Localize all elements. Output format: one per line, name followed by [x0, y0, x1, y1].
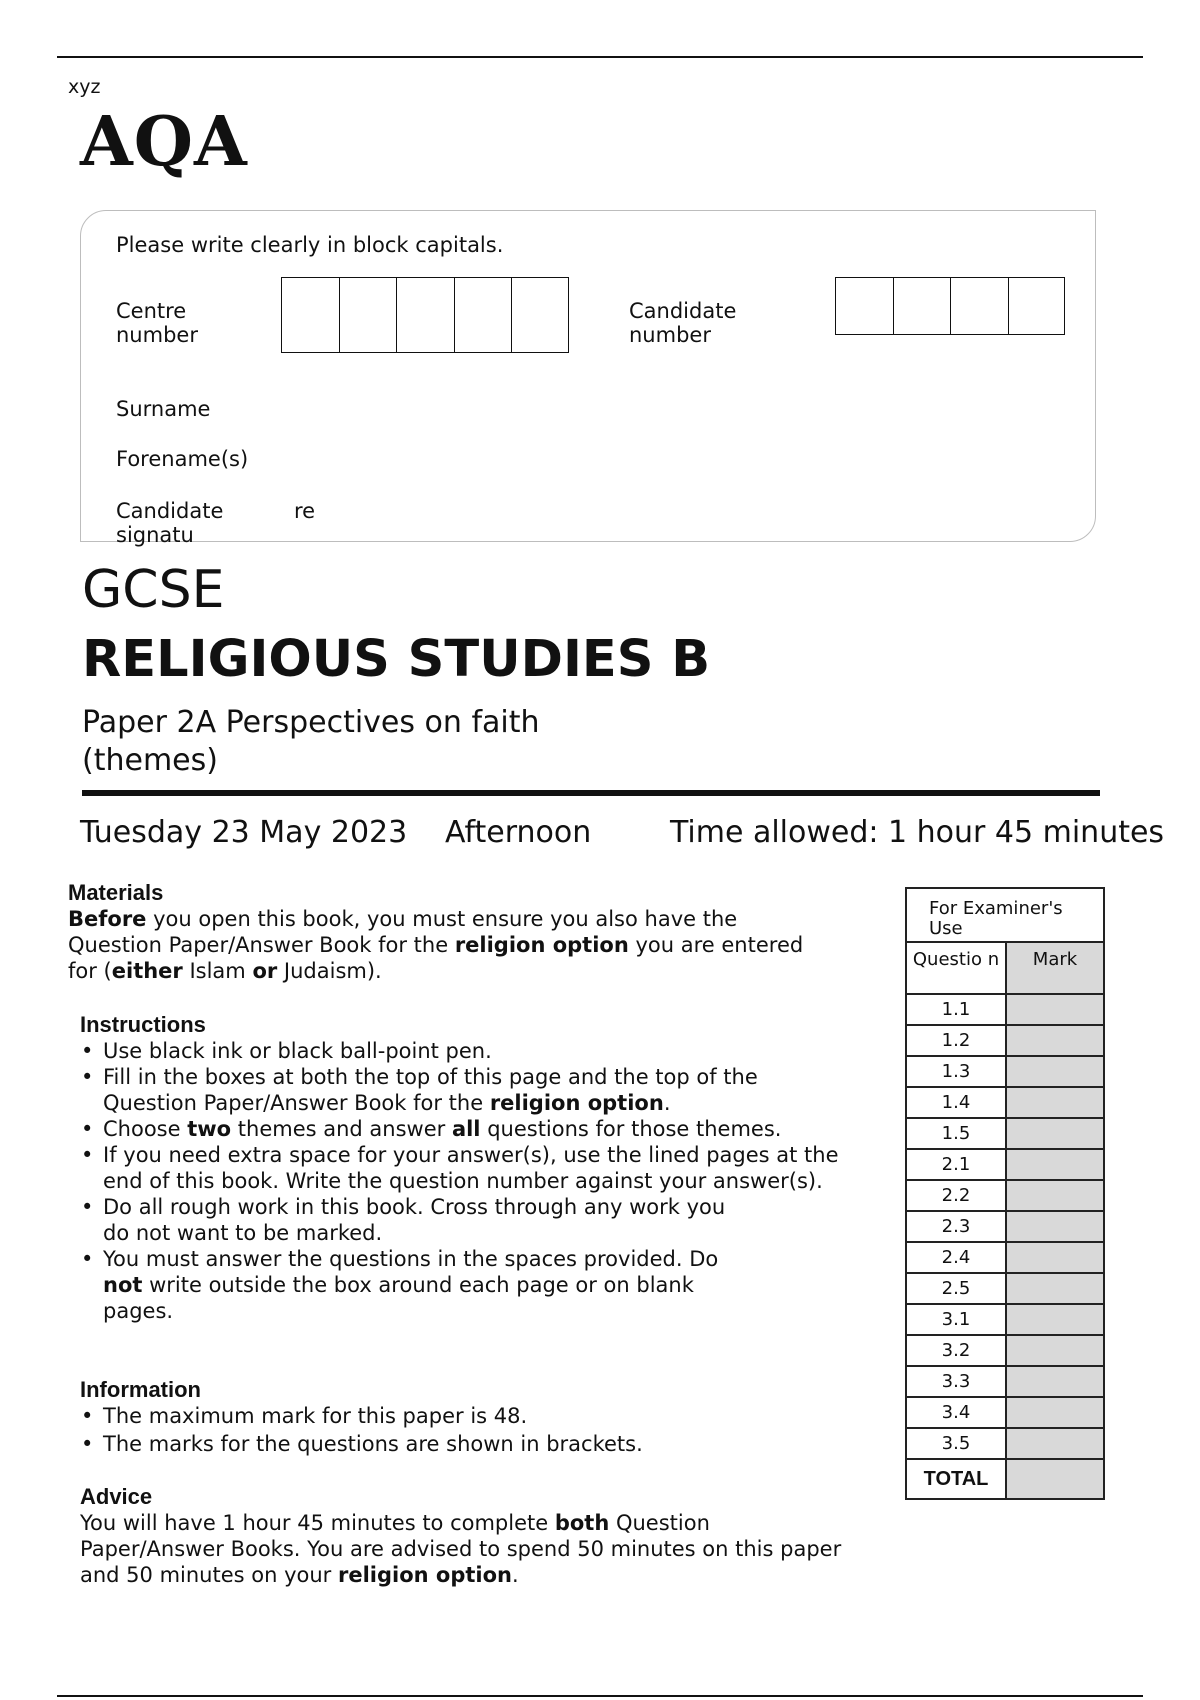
information-heading: Information [80, 1377, 201, 1402]
mark-cell[interactable] [1006, 994, 1104, 1025]
qualification-title: GCSE [82, 560, 225, 620]
candidate-number-label: Candidate number [629, 299, 737, 347]
question-number: 1.4 [906, 1087, 1006, 1118]
materials-text: Before you open this book, you must ensure you also have the Question Paper/Answer Book for the religion option you are entered for (either Islam or Judaism). [68, 907, 804, 983]
table-row [906, 1180, 1104, 1211]
question-number: 3.1 [906, 1304, 1006, 1335]
information-section [80, 1377, 850, 1457]
advice-section [80, 1484, 850, 1588]
mark-cell[interactable] [1006, 1428, 1104, 1459]
question-column-header: Questio n [906, 942, 1006, 994]
information-list [80, 1403, 850, 1457]
signature-field[interactable] [341, 493, 1061, 527]
aqa-logo: AQA [80, 102, 248, 182]
question-number: 2.5 [906, 1273, 1006, 1304]
list-item: • Fill in the boxes at both the top of this page and the top of the Question Paper/Answer Book for the religion option. [80, 1064, 850, 1116]
list-item: • If you need extra space for your answer(s), use the lined pages at the end of this book. Write the question number against your answer(s). [80, 1142, 850, 1194]
mark-cell[interactable] [1006, 1118, 1104, 1149]
question-number: 2.3 [906, 1211, 1006, 1242]
surname-field[interactable] [281, 389, 1061, 421]
table-row [906, 1304, 1104, 1335]
mark-cell[interactable] [1006, 1273, 1104, 1304]
question-number: 1.1 [906, 994, 1006, 1025]
candidate-number-boxes [835, 277, 1065, 335]
table-row [906, 1335, 1104, 1366]
centre-number-digit[interactable] [282, 278, 340, 352]
exam-session: Afternoon [445, 815, 592, 850]
candidate-number-digit[interactable] [836, 278, 894, 334]
candidate-number-digit[interactable] [894, 278, 952, 334]
question-number: 3.3 [906, 1366, 1006, 1397]
materials-heading: Materials [68, 880, 164, 905]
list-item: • The maximum mark for this paper is 48. [80, 1403, 850, 1429]
paper-code: xyz [68, 76, 101, 98]
surname-label: Surname [116, 397, 211, 421]
block-capitals-instruction: Please write clearly in block capitals. [116, 233, 504, 257]
table-row [906, 1087, 1104, 1118]
mark-cell[interactable] [1006, 1211, 1104, 1242]
total-label: TOTAL [906, 1459, 1006, 1499]
list-item: • The marks for the questions are shown in brackets. [80, 1431, 850, 1457]
candidate-signature-label: Candidate signatu [116, 499, 224, 547]
total-mark-cell[interactable] [1006, 1459, 1104, 1499]
question-number: 2.4 [906, 1242, 1006, 1273]
centre-number-digit[interactable] [455, 278, 513, 352]
examiner-table-title: For Examiner's Use [906, 888, 1104, 942]
examiner-use-table [905, 887, 1105, 1500]
title-divider [82, 790, 1100, 796]
table-row [906, 1056, 1104, 1087]
bottom-rule [57, 1695, 1143, 1697]
centre-number-boxes [281, 277, 569, 353]
candidate-number-digit[interactable] [1009, 278, 1065, 334]
question-number: 3.5 [906, 1428, 1006, 1459]
mark-cell[interactable] [1006, 1397, 1104, 1428]
mark-cell[interactable] [1006, 1304, 1104, 1335]
table-row [906, 1211, 1104, 1242]
list-item: • Do all rough work in this book. Cross through any work you do not want to be marked. [80, 1194, 850, 1246]
centre-number-digit[interactable] [397, 278, 455, 352]
mark-cell[interactable] [1006, 1056, 1104, 1087]
table-row [906, 1366, 1104, 1397]
question-number: 2.1 [906, 1149, 1006, 1180]
list-item: • Use black ink or black ball-point pen. [80, 1038, 850, 1064]
table-row [906, 1428, 1104, 1459]
exam-date: Tuesday 23 May 2023 [80, 815, 408, 850]
table-row [906, 994, 1104, 1025]
mark-cell[interactable] [1006, 1180, 1104, 1211]
instructions-section [80, 1012, 850, 1324]
mark-cell[interactable] [1006, 1025, 1104, 1056]
table-row [906, 1397, 1104, 1428]
materials-section [68, 880, 808, 984]
instructions-list [80, 1038, 850, 1324]
question-number: 1.3 [906, 1056, 1006, 1087]
table-row [906, 1149, 1104, 1180]
list-item: • You must answer the questions in the spaces provided. Do not write outside the box around each page or on blank pages. [80, 1246, 850, 1324]
question-number: 1.5 [906, 1118, 1006, 1149]
list-item: • Choose two themes and answer all questions for those themes. [80, 1116, 850, 1142]
question-number: 2.2 [906, 1180, 1006, 1211]
candidate-signature-label-fragment: re [294, 499, 316, 523]
forenames-label: Forename(s) [116, 447, 249, 471]
top-rule [57, 56, 1143, 58]
total-row [906, 1459, 1104, 1499]
subject-title: RELIGIOUS STUDIES B [82, 630, 711, 689]
candidate-number-digit[interactable] [951, 278, 1009, 334]
table-row [906, 1118, 1104, 1149]
mark-column-header: Mark [1006, 942, 1104, 994]
centre-number-digit[interactable] [512, 278, 568, 352]
mark-cell[interactable] [1006, 1242, 1104, 1273]
centre-number-label: Centre number [116, 299, 198, 347]
table-row [906, 1242, 1104, 1273]
mark-cell[interactable] [1006, 1335, 1104, 1366]
question-number: 3.2 [906, 1335, 1006, 1366]
question-number: 1.2 [906, 1025, 1006, 1056]
mark-cell[interactable] [1006, 1366, 1104, 1397]
forenames-field[interactable] [281, 439, 1061, 471]
question-number: 3.4 [906, 1397, 1006, 1428]
advice-text: You will have 1 hour 45 minutes to complete both Question Paper/Answer Books. You are advised to spend 50 minutes on this paper and 50 minutes on your religion option. [80, 1511, 842, 1587]
instructions-heading: Instructions [80, 1012, 206, 1037]
time-allowed: Time allowed: 1 hour 45 minutes [670, 815, 1165, 850]
mark-cell[interactable] [1006, 1087, 1104, 1118]
mark-cell[interactable] [1006, 1149, 1104, 1180]
paper-title: Paper 2A Perspectives on faith (themes) [82, 705, 540, 778]
centre-number-digit[interactable] [340, 278, 398, 352]
table-row [906, 1025, 1104, 1056]
candidate-details-box [80, 210, 1096, 547]
advice-heading: Advice [80, 1484, 153, 1509]
table-row [906, 1273, 1104, 1304]
